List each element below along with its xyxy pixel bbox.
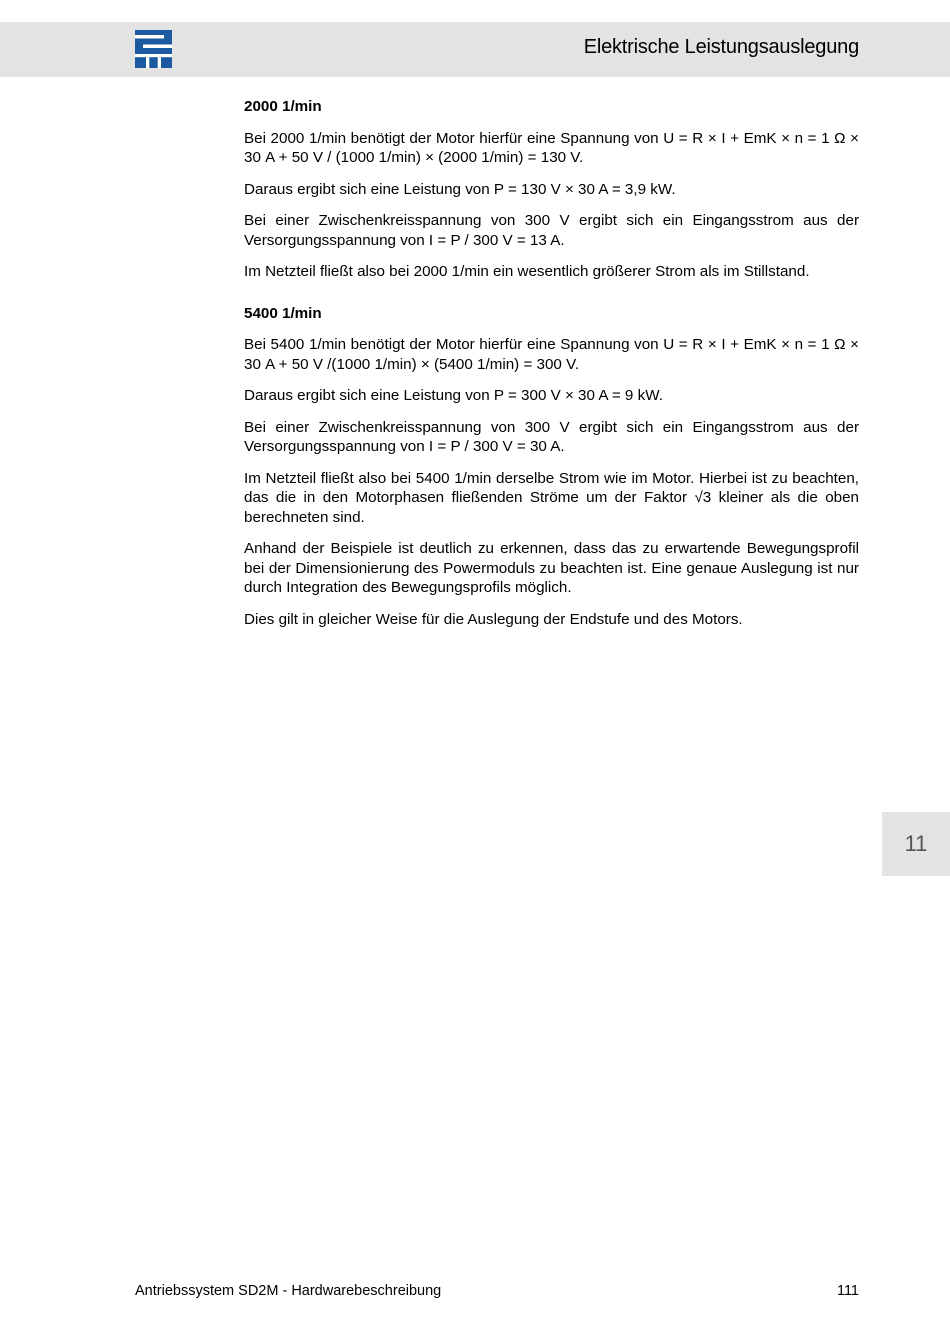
paragraph: Dies gilt in gleicher Weise für die Auslegung der Endstufe und des Motors. (244, 610, 743, 628)
paragraph: Bei 2000 1/min benötigt der Motor hierfür eine Spannung von U = R × I + EmK × n = 1 Ω × 30 A + 50 V / (1000 1/min) × (2000 1/min) = 130 V. (244, 129, 859, 166)
section-5400-rpm (244, 304, 859, 630)
paragraph: Bei 5400 1/min benötigt der Motor hierfür eine Spannung von U = R × I + EmK × n = 1 Ω × 30 A + 50 V /(1000 1/min) × (5400 1/min) = 300 V. (244, 336, 859, 373)
document-body (244, 97, 859, 641)
paragraph: Bei einer Zwischenkreisspannung von 300 V ergibt sich ein Eingangsstrom aus der Versorgungsspannung von I = P / 300 V = 30 A. (244, 418, 859, 455)
paragraph: Daraus ergibt sich eine Leistung von P = 300 V × 30 A = 9 kW. (244, 387, 663, 404)
paragraph: Daraus ergibt sich eine Leistung von P = 130 V × 30 A = 3,9 kW. (244, 180, 676, 198)
section-heading: 5400 1/min (244, 304, 322, 322)
paragraph: Im Netzteil fließt also bei 5400 1/min derselbe Strom wie im Motor. Hierbei ist zu beachten, das die in den Motorphasen fließenden Ströme um der Faktor √3 kleiner als die oben berechneten sind. (244, 469, 859, 526)
chapter-tab: 11 (882, 812, 950, 876)
sm-company-logo-icon (135, 30, 172, 68)
footer-page-number: 111 (836, 1283, 859, 1299)
page-header-title: Elektrische Leistungsauslegung (583, 36, 859, 58)
section-2000-rpm (244, 97, 859, 282)
paragraph: Anhand der Beispiele ist deutlich zu erkennen, dass das zu erwartende Bewegungsprofil bei der Dimensionierung des Powermoduls zu beachten ist. Eine genaue Auslegung ist nur durch Integration des Bewegungsprofils möglich. (244, 540, 859, 596)
paragraph: Bei einer Zwischenkreisspannung von 300 V ergibt sich ein Eingangsstrom aus der Versorgungsspannung von I = P / 300 V = 13 A. (244, 212, 859, 249)
section-heading: 2000 1/min (244, 98, 322, 115)
footer-document-title: Antriebssystem SD2M - Hardwarebeschreibung (135, 1283, 442, 1299)
paragraph: Im Netzteil fließt also bei 2000 1/min ein wesentlich größerer Strom als im Stillstand. (244, 263, 810, 280)
